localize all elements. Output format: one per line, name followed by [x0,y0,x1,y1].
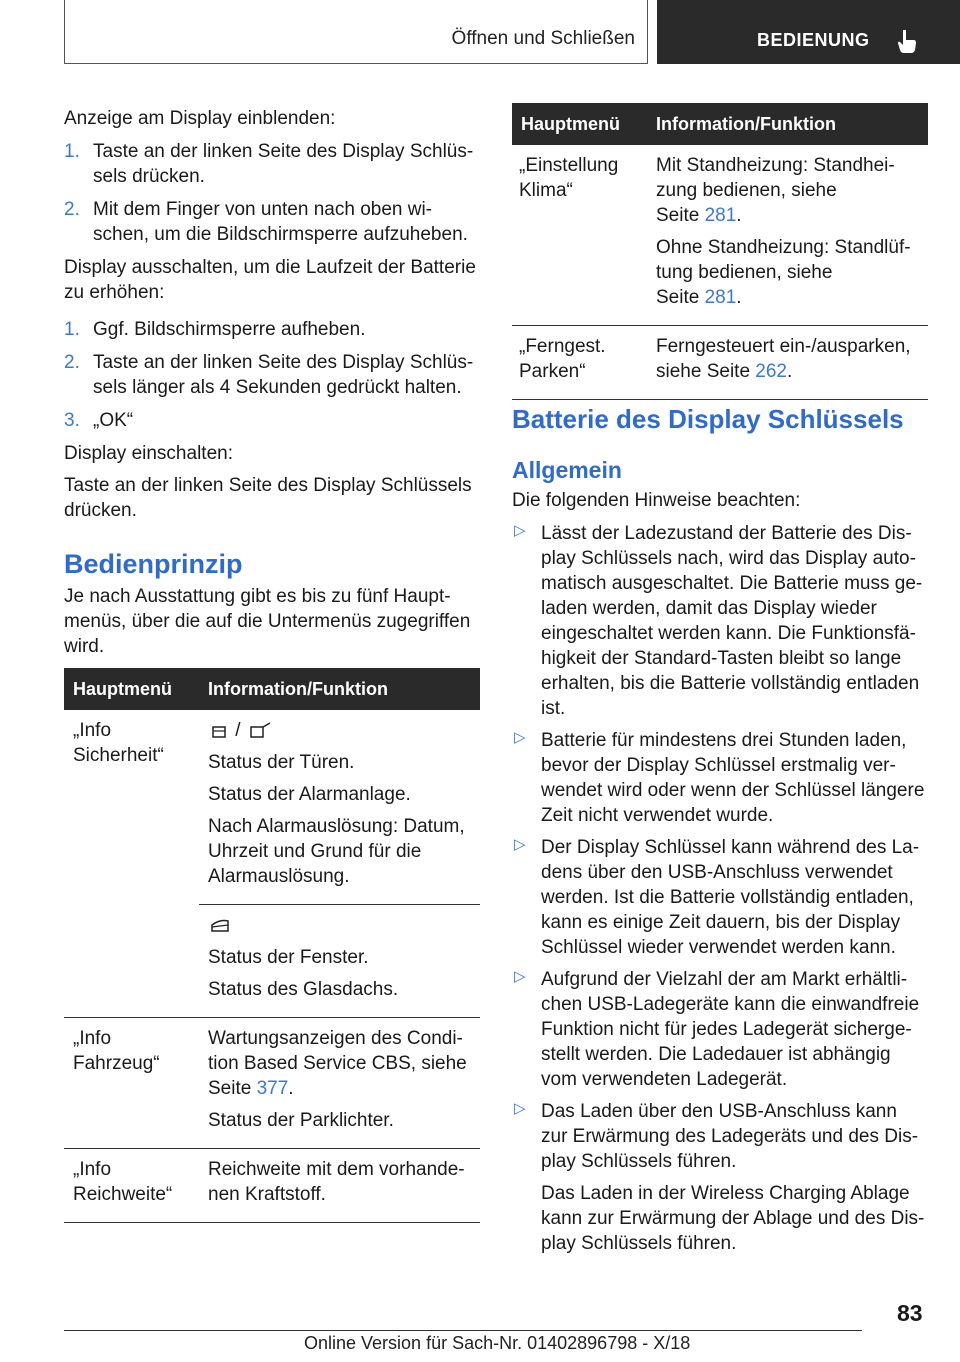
intro-show-display: Anzeige am Display einblenden: [64,108,336,129]
section-title: Öffnen und Schließen [451,28,635,49]
header-chapter-box [657,0,960,64]
car-door-open-icon [246,720,276,741]
footer-version-text: Online Version für Sach-Nr. 01402896798 - X/18 [304,1333,691,1353]
table-row: „Ferngest. Parken“ Ferngesteuert ein-/ausparken, siehe Seite 262. [512,326,928,400]
bedienprinzip-paragraph: Je nach Ausstattung gibt es bis zu fünf Haupt- menüs, über die auf die Untermenüs zugegriffen wird. [64,586,471,657]
hand-pointer-icon [895,28,919,59]
list-item: ▷ Aufgrund der Vielzahl der am Markt erhältli- chen USB-Ladegeräte kann die einwandfreie Funktion nicht für jedes Ladegerät sicherge- stellt werden. Die Ladedauer ist abhängig vom verwendeten Ladegerät. [514,968,920,1090]
menu-info-fahrzeug: „Info Fahrzeug“ [64,1018,199,1149]
list-item: 2. Taste an der linken Seite des Display Schlüs- sels länger als 4 Sekunden gedrückt halten. [64,352,474,398]
right-column [512,404,932,1256]
triangle-bullet-icon: ▷ [514,522,526,539]
header-section-box [64,0,648,64]
triangle-bullet-icon: ▷ [514,968,526,985]
menu-info-sicherheit: „Info Sicherheit“ [64,710,199,1018]
chapter-title: BEDIENUNG [757,30,870,50]
menu-ferngest-parken: „Ferngest. Parken“ [512,326,647,400]
left-column [64,106,479,659]
table-header-function: Information/Funktion [647,103,928,145]
page-number: 83 [897,1300,923,1326]
list-item: ▷ Batterie für mindestens drei Stunden laden, bevor der Display Schlüssel erstmalig ver- wendet wird oder wenn der Schlüssel längere Zeit nicht verwendet wurde. [514,729,925,826]
page-link-281[interactable]: 281 [704,205,737,226]
triangle-bullet-icon: ▷ [514,836,526,853]
triangle-bullet-icon: ▷ [514,729,526,746]
menu-table-left [64,668,480,1223]
table-row: Status der Fenster. Status des Glasdachs. [64,905,480,1018]
list-item: ▷ Das Laden über den USB-Anschluss kann zur Erwärmung des Ladegeräts und des Dis- play Schlüssels führen. Das Laden in der Wireless Charging Ablage kann zur Erwärmung der Ablage und des Dis- play Schlüssels führen. [514,1100,925,1254]
list-item: ▷ Der Display Schlüssel kann während des La- dens über den USB-Anschluss verwendet werden. Ist die Batterie vollständig entladen, kann es einige Zeit dauern, bis der Display Schlüssel wieder verwendet werden kann. [514,836,920,958]
table-row: „Info Reichweite“ Reichweite mit dem vorhande- nen Kraftstoff. [64,1149,480,1223]
list-item: ▷ Lässt der Ladezustand der Batterie des Dis- play Schlüssels nach, wird das Display auto- matisch ausgeschaltet. Die Batterie muss ge- laden werden, damit das Display wieder eingeschaltet werden kann. Die Funktionsfä- higkeit der Standard-Tasten bleibt so lange erhalten, bis die Batterie vollständig entladen ist. [514,522,923,719]
intro-display-on: Display einschalten: [64,443,233,464]
instruction-display-on: Taste an der linken Seite des Display Schlüssels drücken. [64,475,472,521]
table-row: „Einstellung Klima“ Mit Standheizung: Standhei- zung bedienen, siehe Seite 281. Ohne Standheizung: Standlüf- tung bedienen, siehe Seite 281. [512,145,928,326]
table-row: „Info Sicherheit“ / Status der Türen. Status der Alarmanlage. Nach Alarmauslösung: Datum, Uhrzeit und Grund für die Alarmauslösung. [64,710,480,905]
heading-battery: Batterie des Display Schlüssels [512,404,904,434]
hints-intro: Die folgenden Hinweise beachten: [512,490,801,511]
car-door-closed-icon [208,720,230,741]
list-item: 1. Taste an der linken Seite des Display Schlüs- sels drücken. [64,141,474,187]
menu-einstellung-klima: „Einstellung Klima“ [512,145,647,326]
list-item: 3. „OK“ [64,410,134,431]
heading-allgemein: Allgemein [512,457,622,483]
list-item: 1. Ggf. Bildschirmsperre aufheben. [64,319,366,340]
car-window-icon [208,915,232,936]
footer-divider [64,1330,862,1331]
page-link-377[interactable]: 377 [256,1078,289,1099]
triangle-bullet-icon: ▷ [514,1100,526,1117]
table-header-function: Information/Funktion [199,668,480,710]
list-item: 2. Mit dem Finger von unten nach oben wi- schen, um die Bildschirmsperre aufzuheben. [64,199,468,245]
table-row: „Info Fahrzeug“ Wartungsanzeigen des Condi- tion Based Service CBS, siehe Seite 377. Status der Parklichter. [64,1018,480,1149]
table-header-menu: Hauptmenü [512,103,647,145]
page-link-262[interactable]: 262 [755,361,787,382]
page-link-281[interactable]: 281 [704,287,737,308]
table-header-menu: Hauptmenü [64,668,199,710]
menu-table-right [512,103,928,400]
menu-info-reichweite: „Info Reichweite“ [64,1149,199,1223]
intro-display-off: Display ausschalten, um die Laufzeit der Batterie zu erhöhen: [64,257,476,303]
heading-bedienprinzip: Bedienprinzip [64,549,243,579]
